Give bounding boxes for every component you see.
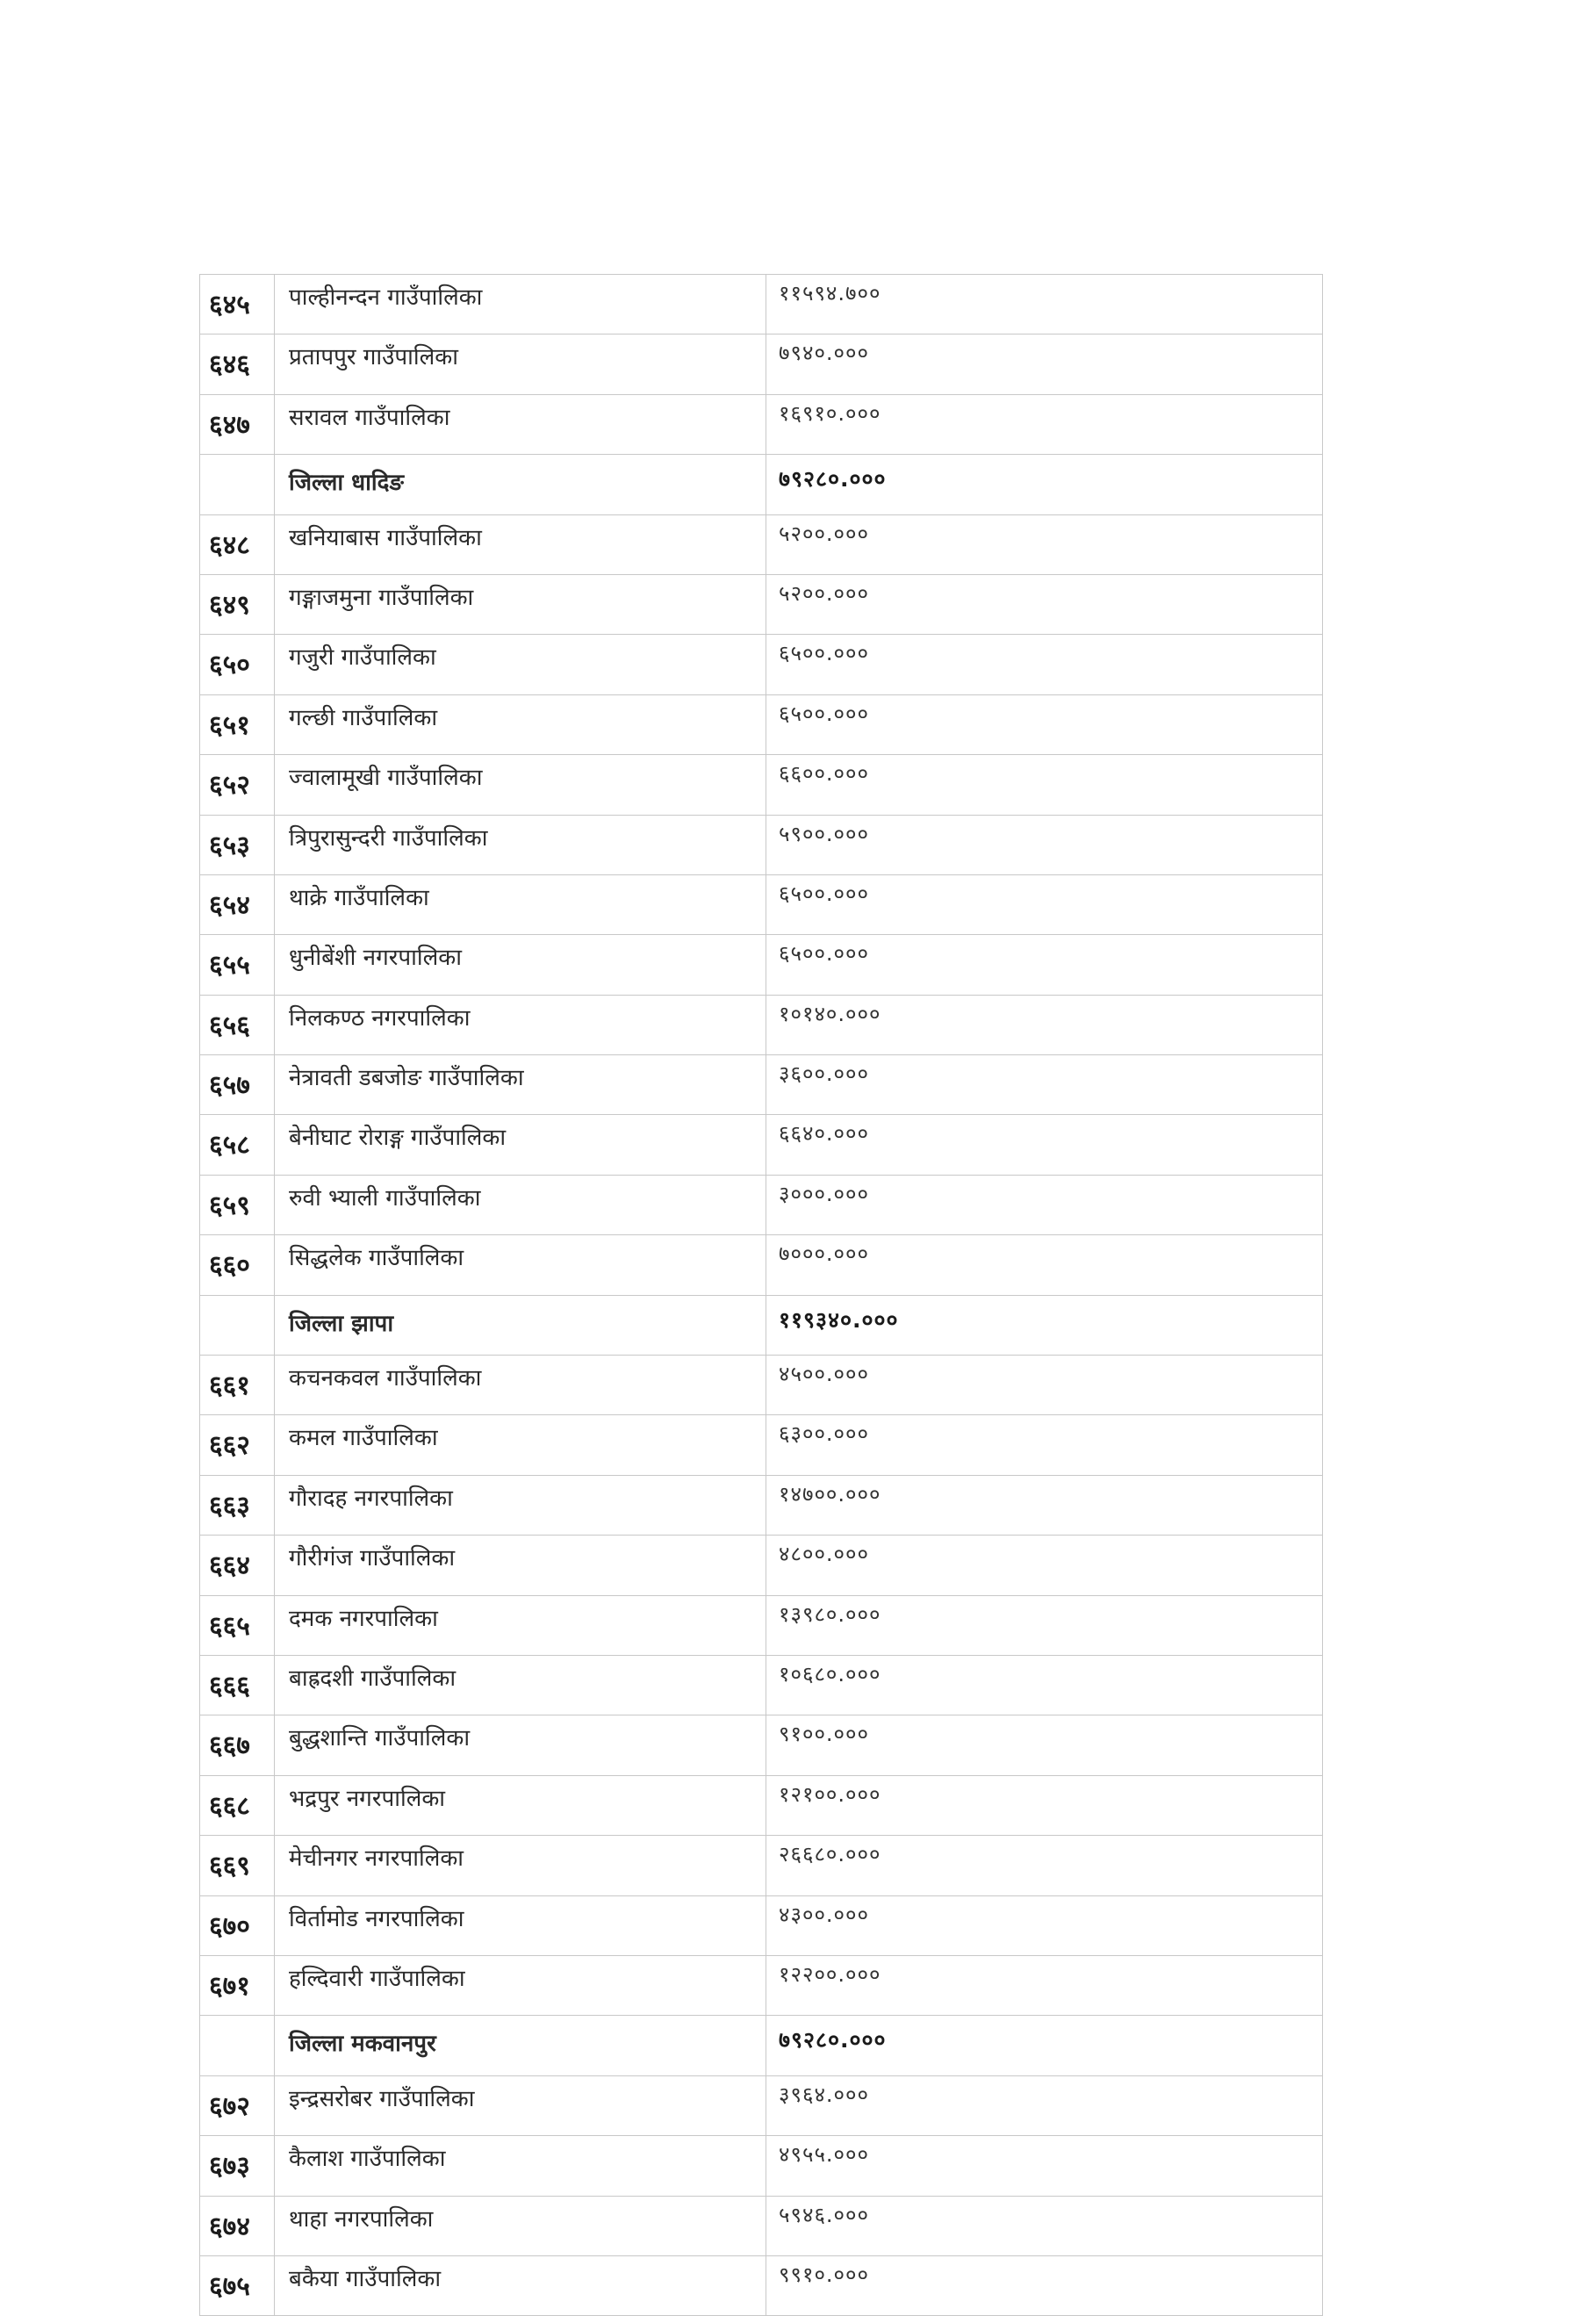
serial-number-cell: ६५८ — [200, 1115, 275, 1175]
amount-cell: ३०००.००० — [766, 1175, 1323, 1234]
serial-number-cell: ६६८ — [200, 1775, 275, 1835]
municipality-name-cell: कमल गाउँपालिका — [275, 1415, 766, 1475]
table-row — [200, 2255, 1323, 2315]
municipality-name-cell: कचनकवल गाउँपालिका — [275, 1356, 766, 1415]
municipality-name-cell: निलकण्ठ नगरपालिका — [275, 995, 766, 1054]
amount-cell: ६५००.००० — [766, 694, 1323, 754]
municipality-name-cell: गल्छी गाउँपालिका — [275, 694, 766, 754]
table-row — [200, 1836, 1323, 1895]
municipality-name-cell: ज्वालामूखी गाउँपालिका — [275, 755, 766, 815]
municipality-name-cell: प्रतापपुर गाउँपालिका — [275, 334, 766, 394]
district-total-row — [200, 1295, 1323, 1355]
table-row — [200, 1175, 1323, 1234]
table-row — [200, 2075, 1323, 2135]
table-row — [200, 935, 1323, 995]
district-name-cell: जिल्ला मकवानपुर — [275, 2016, 766, 2075]
table-row — [200, 334, 1323, 394]
municipality-name-cell: विर्तामोड नगरपालिका — [275, 1895, 766, 1955]
table-row — [200, 995, 1323, 1054]
amount-cell: ६५००.००० — [766, 635, 1323, 694]
serial-number-cell: ६५१ — [200, 694, 275, 754]
allocation-table — [199, 274, 1323, 2316]
amount-cell: ६६४०.००० — [766, 1115, 1323, 1175]
table-row — [200, 755, 1323, 815]
municipality-name-cell: बेनीघाट रोराङ्ग गाउँपालिका — [275, 1115, 766, 1175]
municipality-name-cell: गजुरी गाउँपालिका — [275, 635, 766, 694]
municipality-name-cell: रुवी भ्याली गाउँपालिका — [275, 1175, 766, 1234]
amount-cell: १४७००.००० — [766, 1475, 1323, 1535]
table-row — [200, 2136, 1323, 2196]
serial-number-cell: ६६४ — [200, 1536, 275, 1595]
amount-cell: ११५९४.७०० — [766, 275, 1323, 334]
serial-number-cell: ६५९ — [200, 1175, 275, 1234]
municipality-name-cell: सरावल गाउँपालिका — [275, 394, 766, 454]
serial-number-cell — [200, 2016, 275, 2075]
serial-number-cell: ६६२ — [200, 1415, 275, 1475]
amount-cell: ७९४०.००० — [766, 334, 1323, 394]
serial-number-cell: ६६५ — [200, 1595, 275, 1655]
amount-cell: ३६००.००० — [766, 1055, 1323, 1115]
municipality-name-cell: नेत्रावती डबजोङ गाउँपालिका — [275, 1055, 766, 1115]
table-row — [200, 1475, 1323, 1535]
municipality-name-cell: मेचीनगर नगरपालिका — [275, 1836, 766, 1895]
serial-number-cell: ६६१ — [200, 1356, 275, 1415]
table-row — [200, 514, 1323, 574]
municipality-name-cell: बाह्रदशी गाउँपालिका — [275, 1655, 766, 1715]
table-row — [200, 1415, 1323, 1475]
serial-number-cell: ६५२ — [200, 755, 275, 815]
table-row — [200, 2196, 1323, 2255]
serial-number-cell: ६७५ — [200, 2255, 275, 2315]
amount-cell: ९१००.००० — [766, 1715, 1323, 1775]
serial-number-cell: ६७० — [200, 1895, 275, 1955]
municipality-name-cell: थाक्रे गाउँपालिका — [275, 874, 766, 934]
amount-cell: २६६८०.००० — [766, 1836, 1323, 1895]
municipality-name-cell: सिद्धलेक गाउँपालिका — [275, 1235, 766, 1295]
district-total-amount-cell: ७९२८०.००० — [766, 2016, 1323, 2075]
district-total-row — [200, 455, 1323, 514]
amount-cell: ९९१०.००० — [766, 2255, 1323, 2315]
table-row — [200, 1715, 1323, 1775]
serial-number-cell: ६४६ — [200, 334, 275, 394]
table-row — [200, 574, 1323, 634]
municipality-name-cell: गङ्गाजमुना गाउँपालिका — [275, 574, 766, 634]
serial-number-cell: ६५७ — [200, 1055, 275, 1115]
table-row — [200, 1536, 1323, 1595]
municipality-name-cell: कैलाश गाउँपालिका — [275, 2136, 766, 2196]
amount-cell: १६९१०.००० — [766, 394, 1323, 454]
table-row — [200, 1955, 1323, 2015]
table-row — [200, 1655, 1323, 1715]
municipality-name-cell: धुनीबेंशी नगरपालिका — [275, 935, 766, 995]
amount-cell: १०१४०.००० — [766, 995, 1323, 1054]
amount-cell: ७०००.००० — [766, 1235, 1323, 1295]
table-row — [200, 815, 1323, 874]
table-row — [200, 1595, 1323, 1655]
table-row — [200, 694, 1323, 754]
table-body — [200, 275, 1323, 2316]
table-row — [200, 275, 1323, 334]
amount-cell: ६३००.००० — [766, 1415, 1323, 1475]
serial-number-cell: ६६७ — [200, 1715, 275, 1775]
municipality-name-cell: हल्दिवारी गाउँपालिका — [275, 1955, 766, 2015]
serial-number-cell: ६६६ — [200, 1655, 275, 1715]
district-name-cell: जिल्ला झापा — [275, 1295, 766, 1355]
serial-number-cell: ६७३ — [200, 2136, 275, 2196]
municipality-name-cell: बुद्धशान्ति गाउँपालिका — [275, 1715, 766, 1775]
table-row — [200, 1356, 1323, 1415]
serial-number-cell: ६५५ — [200, 935, 275, 995]
table-row — [200, 1775, 1323, 1835]
serial-number-cell: ६६९ — [200, 1836, 275, 1895]
amount-cell: ५९००.००० — [766, 815, 1323, 874]
serial-number-cell: ६७४ — [200, 2196, 275, 2255]
serial-number-cell: ६४५ — [200, 275, 275, 334]
table-row — [200, 874, 1323, 934]
municipality-name-cell: त्रिपुरासुन्दरी गाउँपालिका — [275, 815, 766, 874]
serial-number-cell: ६७२ — [200, 2075, 275, 2135]
municipality-name-cell: थाहा नगरपालिका — [275, 2196, 766, 2255]
serial-number-cell — [200, 455, 275, 514]
table-row — [200, 1895, 1323, 1955]
amount-cell: ४९५५.००० — [766, 2136, 1323, 2196]
district-total-amount-cell: ७९२८०.००० — [766, 455, 1323, 514]
amount-cell: १०६८०.००० — [766, 1655, 1323, 1715]
table-row — [200, 394, 1323, 454]
serial-number-cell: ६५३ — [200, 815, 275, 874]
table-row — [200, 635, 1323, 694]
municipality-name-cell: भद्रपुर नगरपालिका — [275, 1775, 766, 1835]
municipality-name-cell: खनियाबास गाउँपालिका — [275, 514, 766, 574]
serial-number-cell: ६४८ — [200, 514, 275, 574]
amount-cell: १३९८०.००० — [766, 1595, 1323, 1655]
serial-number-cell: ६६० — [200, 1235, 275, 1295]
municipality-name-cell: इन्द्रसरोबर गाउँपालिका — [275, 2075, 766, 2135]
amount-cell: ६५००.००० — [766, 935, 1323, 995]
municipality-name-cell: गौरीगंज गाउँपालिका — [275, 1536, 766, 1595]
municipality-name-cell: बकैया गाउँपालिका — [275, 2255, 766, 2315]
serial-number-cell: ६५६ — [200, 995, 275, 1054]
serial-number-cell: ६७१ — [200, 1955, 275, 2015]
amount-cell: ५९४६.००० — [766, 2196, 1323, 2255]
table-row — [200, 1235, 1323, 1295]
amount-cell: ४५००.००० — [766, 1356, 1323, 1415]
amount-cell: ५२००.००० — [766, 574, 1323, 634]
table-row — [200, 1115, 1323, 1175]
serial-number-cell: ६४९ — [200, 574, 275, 634]
amount-cell: १२१००.००० — [766, 1775, 1323, 1835]
serial-number-cell: ६४७ — [200, 394, 275, 454]
amount-cell: ६६००.००० — [766, 755, 1323, 815]
serial-number-cell: ६६३ — [200, 1475, 275, 1535]
amount-cell: १२२००.००० — [766, 1955, 1323, 2015]
municipality-name-cell: गौरादह नगरपालिका — [275, 1475, 766, 1535]
district-total-row — [200, 2016, 1323, 2075]
municipality-name-cell: पाल्हीनन्दन गाउँपालिका — [275, 275, 766, 334]
amount-cell: ४३००.००० — [766, 1895, 1323, 1955]
serial-number-cell — [200, 1295, 275, 1355]
district-total-amount-cell: ११९३४०.००० — [766, 1295, 1323, 1355]
serial-number-cell: ६५० — [200, 635, 275, 694]
amount-cell: ६५००.००० — [766, 874, 1323, 934]
amount-cell: ५२००.००० — [766, 514, 1323, 574]
serial-number-cell: ६५४ — [200, 874, 275, 934]
municipality-name-cell: दमक नगरपालिका — [275, 1595, 766, 1655]
table-row — [200, 1055, 1323, 1115]
district-name-cell: जिल्ला धादिङ — [275, 455, 766, 514]
amount-cell: ४८००.००० — [766, 1536, 1323, 1595]
amount-cell: ३९६४.००० — [766, 2075, 1323, 2135]
